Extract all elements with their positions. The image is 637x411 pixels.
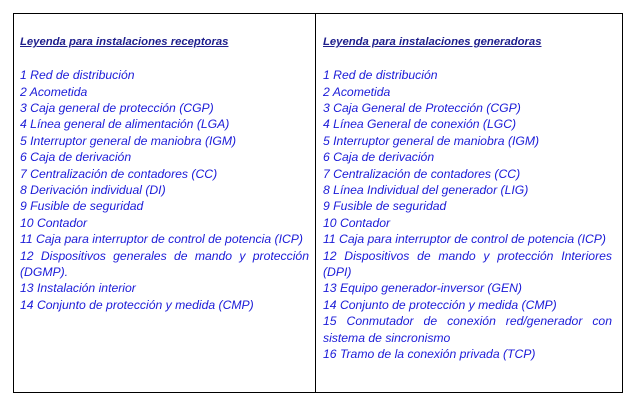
receptoras-item: 9 Fusible de seguridad	[20, 199, 144, 214]
receptoras-list	[20, 67, 309, 313]
generadoras-item: 1 Red de distribución	[323, 68, 438, 83]
receptoras-item: 6 Caja de derivación	[20, 150, 132, 165]
receptoras-item: 2 Acometida	[20, 84, 88, 99]
generadoras-item: 16 Tramo de la conexión privada (TCP)	[323, 347, 536, 361]
receptoras-item: 12 Dispositivos generales de mando y protección (DGMP).	[20, 248, 309, 279]
generadoras-title: Leyenda para instalaciones generadoras	[323, 36, 542, 48]
generadoras-item: 14 Conjunto de protección y medida (CMP)	[323, 297, 557, 312]
receptoras-item: 13 Instalación interior	[20, 281, 136, 296]
receptoras-item: 3 Caja general de protección (CGP)	[20, 100, 214, 115]
generadoras-item: 13 Equipo generador-inversor (GEN)	[323, 281, 522, 296]
receptoras-item: 10 Contador	[20, 215, 88, 230]
generadoras-column	[316, 14, 622, 392]
generadoras-item: 7 Centralización de contadores (CC)	[323, 166, 521, 181]
generadoras-item: 11 Caja para interruptor de control de potencia (ICP)	[323, 232, 606, 247]
generadoras-item: 15 Conmutador de conexión red/generador con sistema de sincronismo	[323, 314, 612, 345]
receptoras-item: 8 Derivación individual (DI)	[20, 182, 166, 197]
receptoras-item: 4 Línea general de alimentación (LGA)	[20, 117, 230, 132]
receptoras-item: 1 Red de distribución	[20, 68, 135, 83]
generadoras-item: 10 Contador	[323, 215, 391, 230]
generadoras-list	[323, 67, 612, 362]
generadoras-item: 4 Línea General de conexión (LGC)	[323, 117, 517, 132]
generadoras-item: 8 Línea Individual del generador (LIG)	[323, 182, 529, 197]
receptoras-item: 7 Centralización de contadores (CC)	[20, 166, 218, 181]
generadoras-item: 6 Caja de derivación	[323, 150, 435, 165]
receptoras-title: Leyenda para instalaciones receptoras	[20, 36, 229, 48]
receptoras-item: 5 Interruptor general de maniobra (IGM)	[20, 133, 237, 148]
generadoras-item: 2 Acometida	[323, 84, 391, 99]
generadoras-item: 5 Interruptor general de maniobra (IGM)	[323, 133, 540, 148]
receptoras-item: 14 Conjunto de protección y medida (CMP)	[20, 297, 254, 312]
receptoras-column	[14, 14, 316, 392]
generadoras-item: 9 Fusible de seguridad	[323, 199, 447, 214]
generadoras-item: 3 Caja General de Protección (CGP)	[323, 100, 521, 115]
receptoras-item: 11 Caja para interruptor de control de potencia (ICP)	[20, 232, 303, 247]
legend-table	[13, 13, 623, 393]
generadoras-item: 12 Dispositivos de mando y protección Interiores (DPI)	[323, 248, 612, 279]
